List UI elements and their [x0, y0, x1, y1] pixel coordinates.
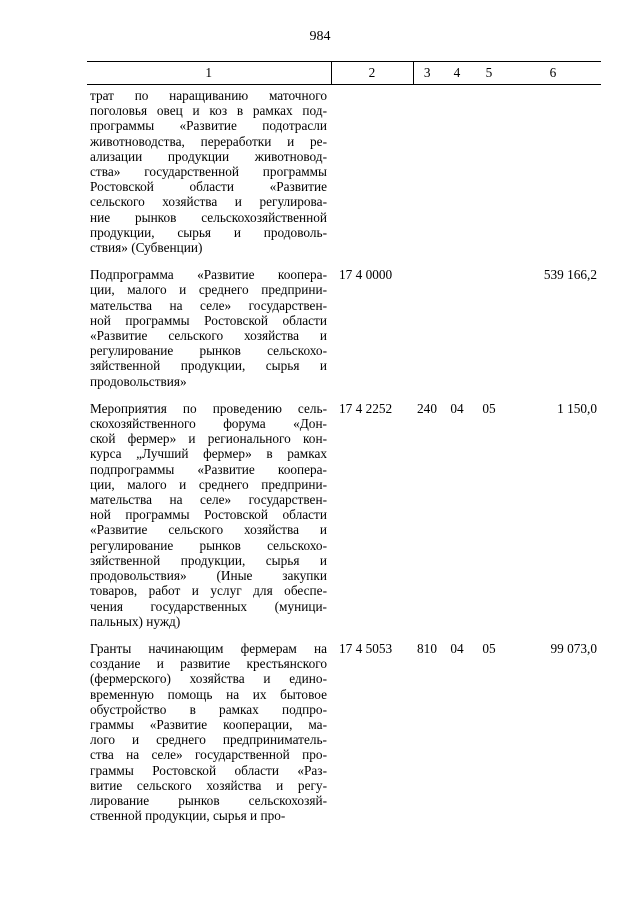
description-line: поголовья овец и коз в рамках под-: [90, 103, 327, 119]
row-spacer: [87, 629, 601, 641]
description-line: ственной продукции, сырья и про-: [90, 808, 286, 824]
row-spacer: [87, 389, 601, 401]
section-code: 04: [450, 400, 464, 416]
description-line: ствия» (Субвенции): [90, 240, 203, 256]
description-line: ства на селе» государственной про-: [90, 747, 327, 763]
description-line: граммы Ростовской области «Раз-: [90, 762, 327, 778]
description-line: продовольствия»: [90, 373, 187, 389]
description-line: животноводства, переработки и ре-: [90, 133, 327, 149]
description-line: Гранты начинающим фермерам на: [90, 640, 327, 656]
page-number: 984: [309, 29, 331, 44]
amount: 99 073,0: [550, 640, 597, 656]
description-line: продовольствия» (Иные закупки: [90, 568, 327, 584]
column-header-5: 5: [473, 62, 505, 85]
description-line: трат по наращиванию маточного: [90, 88, 327, 103]
description-line: ции, малого и среднего предприни-: [90, 282, 327, 298]
description-line: ской фермер» и регионального кон-: [90, 431, 327, 447]
target-article-code: [331, 88, 413, 255]
table-row: [87, 88, 601, 255]
description-line: мательства на селе» государствен-: [90, 492, 327, 508]
budget-table: [87, 61, 601, 823]
amount: 539 166,2: [543, 267, 597, 283]
description-line: Подпрограмма «Развитие коопера-: [90, 267, 327, 283]
subsection-code: 05: [482, 400, 496, 416]
description-line: ции, малого и среднего предприни-: [90, 476, 327, 492]
target-article-code: 17 4 2252: [339, 400, 393, 416]
table-header-row: [87, 62, 601, 85]
amount: 1 150,0: [557, 400, 597, 416]
amount: [505, 88, 601, 255]
subsection-code: [473, 267, 505, 389]
description-line: Ростовской области «Развитие: [90, 179, 327, 195]
description-line: обустройство в рамках подпро-: [90, 701, 327, 717]
description-line: ства» государственной программы: [90, 164, 327, 180]
description-line: создание и развитие крестьянского: [90, 656, 327, 672]
column-header-6: 6: [505, 62, 601, 85]
description-line: лого и среднего предприниматель-: [90, 732, 327, 748]
expense-type: [413, 88, 441, 255]
table-body: [87, 85, 601, 824]
row-description: [87, 401, 331, 629]
description-line: продукции, сырья и продоволь-: [90, 224, 327, 240]
subsection-code: [473, 88, 505, 255]
description-line: регулирование рынков сельскохо-: [90, 343, 327, 359]
description-line: мательства на селе» государствен-: [90, 297, 327, 313]
table-row: [87, 401, 601, 629]
column-header-4: 4: [441, 62, 473, 85]
row-description: [87, 641, 331, 823]
expense-type: 810: [417, 640, 437, 656]
section-code: [441, 88, 473, 255]
description-line: чения государственных (муници-: [90, 598, 327, 614]
description-line: лирование рынков сельскохозяй-: [90, 792, 327, 808]
expense-type: 240: [417, 400, 437, 416]
table-row: [87, 641, 601, 823]
description-line: программы «Развитие подотрасли: [90, 118, 327, 134]
row-description: [87, 88, 331, 255]
description-line: Мероприятия по проведению сель-: [90, 400, 327, 416]
description-line: зяйственной продукции, сырья и: [90, 552, 327, 568]
description-line: скохозяйственного форума «Дон-: [90, 416, 327, 432]
description-line: ализации продукции животновод-: [90, 148, 327, 164]
description-line: зяйственной продукции, сырья и: [90, 358, 327, 374]
column-header-1: 1: [87, 62, 331, 85]
target-article-code: 17 4 5053: [339, 640, 393, 656]
description-line: «Развитие сельского хозяйства и: [90, 328, 327, 344]
description-line: регулирование рынков сельскохо-: [90, 537, 327, 553]
subsection-code: 05: [482, 640, 496, 656]
row-description: [87, 267, 331, 389]
description-line: (фермерского) хозяйства и едино-: [90, 671, 327, 687]
table-row: [87, 267, 601, 389]
description-line: сельского хозяйства и регулирова-: [90, 194, 327, 210]
column-header-2: 2: [331, 62, 413, 85]
expense-type: [413, 267, 441, 389]
target-article-code: 17 4 0000: [339, 267, 393, 283]
description-line: подпрограммы «Развитие коопера-: [90, 461, 327, 477]
section-code: 04: [450, 640, 464, 656]
description-line: ной программы Ростовской области: [90, 312, 327, 328]
column-header-3: 3: [413, 62, 441, 85]
description-line: витие сельского хозяйства и регу-: [90, 777, 327, 793]
section-code: [441, 267, 473, 389]
description-line: пальных) нужд): [90, 613, 181, 629]
description-line: товаров, работ и услуг для обеспе-: [90, 583, 327, 599]
description-line: ной программы Ростовской области: [90, 507, 327, 523]
description-line: граммы «Развитие кооперации, ма-: [90, 716, 327, 732]
description-line: «Развитие сельского хозяйства и: [90, 522, 327, 538]
description-line: ние рынков сельскохозяйственной: [90, 209, 327, 225]
description-line: курса „Лучший фермер» в рамках: [90, 446, 327, 462]
row-spacer: [87, 255, 601, 267]
description-line: временную помощь на их бытовое: [90, 686, 327, 702]
